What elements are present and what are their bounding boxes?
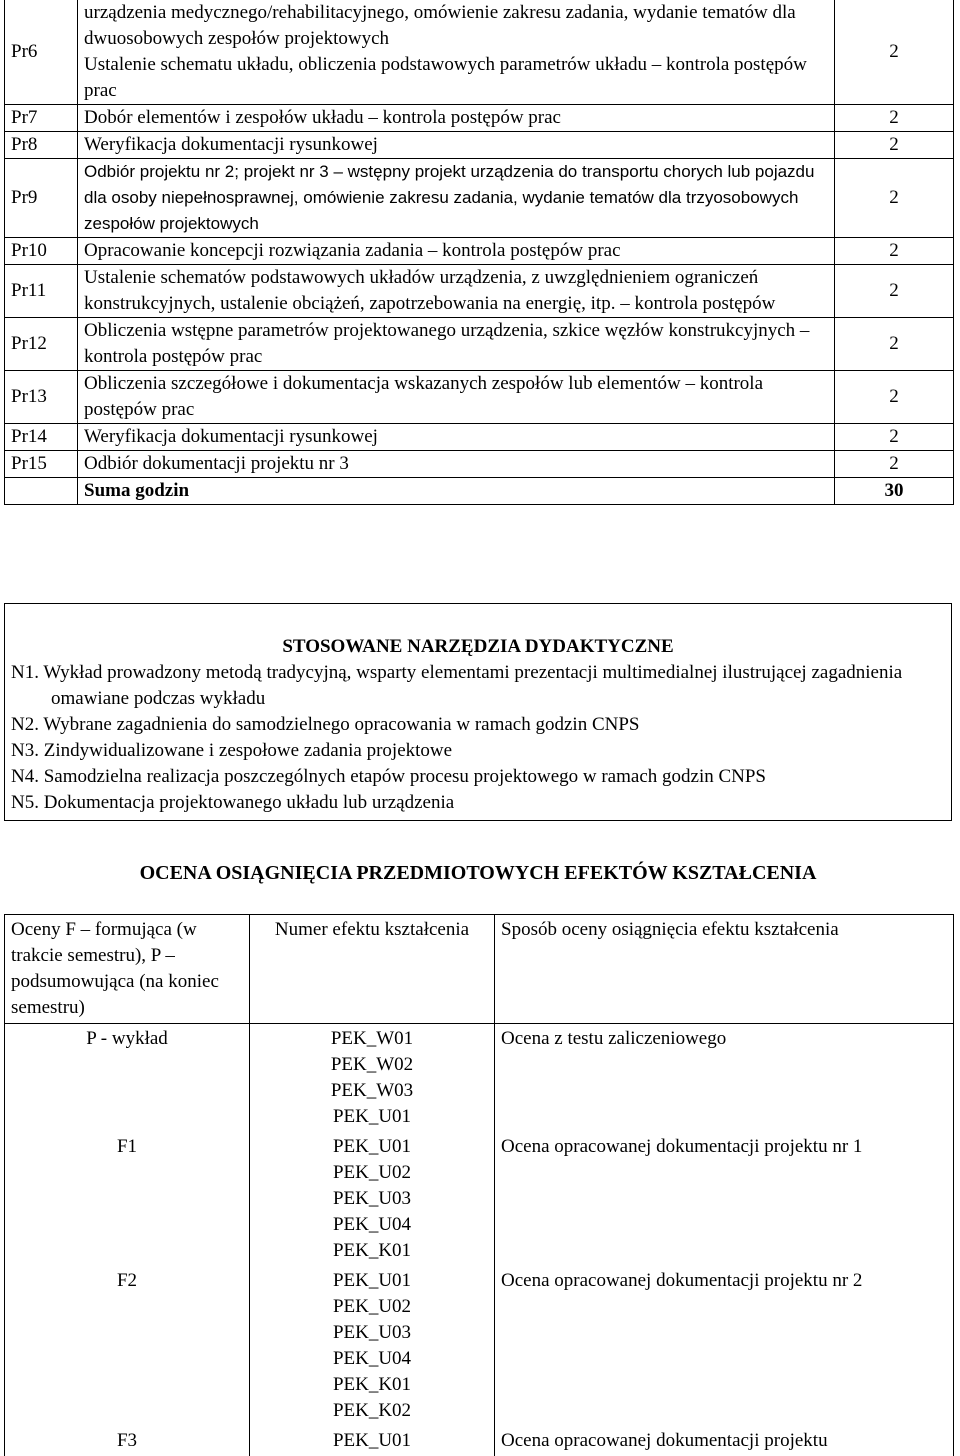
schedule-code: Pr6 — [5, 0, 78, 105]
schedule-row — [5, 451, 954, 478]
effect-code: PEK_U01 — [332, 1136, 412, 1157]
assessment-grade: F3 — [5, 1426, 250, 1456]
schedule-row — [5, 318, 954, 371]
schedule-text: Weryfikacja dokumentacji rysunkowej — [78, 424, 835, 451]
schedule-text: Weryfikacja dokumentacji rysunkowej — [78, 132, 835, 159]
assessment-grade: F1 — [5, 1132, 250, 1266]
assessment-effects — [250, 1426, 495, 1456]
schedule-hours: 2 — [835, 265, 954, 318]
schedule-code: Pr8 — [5, 132, 78, 159]
schedule-text: Dobór elementów i zespołów układu – kontrola postępów prac — [78, 105, 835, 132]
assessment-method: Ocena opracowanej dokumentacji projektu nr 2 — [495, 1266, 954, 1426]
effect-code: PEK_U01 — [332, 1430, 412, 1451]
didactic-tool-item: N5. Dokumentacja projektowanego układu lub urządzenia — [11, 792, 455, 813]
schedule-code: Pr13 — [5, 371, 78, 424]
schedule-text: Obliczenia wstępne parametrów projektowanego urządzenia, szkice węzłów konstrukcyjnych – kontrola postępów prac — [78, 318, 835, 371]
schedule-row — [5, 0, 954, 52]
didactic-tools-list — [5, 660, 951, 816]
schedule-table — [4, 0, 954, 505]
schedule-row — [5, 52, 954, 105]
assessment-row — [5, 1132, 954, 1266]
schedule-hours: 2 — [835, 0, 954, 105]
schedule-text: Obliczenia szczegółowe i dokumentacja wskazanych zespołów lub elementów – kontrola postępów prac — [78, 371, 835, 424]
assessment-effects — [250, 1132, 495, 1266]
schedule-sum-blank — [5, 478, 78, 505]
schedule-code: Pr9 — [5, 159, 78, 238]
schedule-row — [5, 159, 954, 238]
schedule-row — [5, 238, 954, 265]
schedule-row — [5, 424, 954, 451]
assessment-title: OCENA OSIĄGNIĘCIA PRZEDMIOTOWYCH EFEKTÓW KSZTAŁCENIA — [139, 862, 817, 884]
effect-code: PEK_W03 — [330, 1080, 414, 1101]
schedule-hours: 2 — [835, 132, 954, 159]
assessment-table — [4, 914, 954, 1456]
effect-code: PEK_U01 — [332, 1106, 412, 1127]
assessment-method: Ocena opracowanej dokumentacji projektu — [495, 1426, 954, 1456]
schedule-row — [5, 371, 954, 424]
effect-code: PEK_K02 — [332, 1400, 412, 1421]
schedule-text: Ustalenie schematu układu, obliczenia podstawowych parametrów układu – kontrola postępów prac — [78, 52, 835, 105]
schedule-row — [5, 132, 954, 159]
assessment-method: Ocena opracowanej dokumentacji projektu nr 1 — [495, 1132, 954, 1266]
effect-code: PEK_U01 — [332, 1270, 412, 1291]
effect-code: PEK_W01 — [330, 1028, 414, 1049]
schedule-hours: 2 — [835, 451, 954, 478]
schedule-hours: 2 — [835, 238, 954, 265]
assessment-header-row — [5, 915, 954, 1024]
effect-code: PEK_U02 — [332, 1296, 412, 1317]
schedule-row — [5, 265, 954, 318]
effect-code: PEK_W02 — [330, 1054, 414, 1075]
effect-code: PEK_U04 — [332, 1348, 412, 1369]
schedule-text: Odbiór projektu nr 2; projekt nr 3 – wstępny projekt urządzenia do transportu chorych lub pojazdu dla osoby niepełnosprawnej, omówienie zakresu zadania, wydanie tematów dla trzyosobowych zespołów projektowych — [78, 159, 835, 238]
schedule-sum-value: 30 — [835, 478, 954, 505]
schedule-sum-row — [5, 478, 954, 505]
schedule-code: Pr14 — [5, 424, 78, 451]
assessment-header-grades-text: Oceny F – formująca (w trakcie semestru), P – podsumowująca (na koniec semestru) — [11, 919, 219, 1018]
effect-code: PEK_U04 — [332, 1214, 412, 1235]
assessment-header-grades — [5, 915, 250, 1024]
assessment-row — [5, 1266, 954, 1426]
didactic-tool-item: N4. Samodzielna realizacja poszczególnych etapów procesu projektowego w ramach godzin CNPS — [11, 766, 766, 787]
schedule-code: Pr15 — [5, 451, 78, 478]
schedule-hours: 2 — [835, 424, 954, 451]
assessment-grade: F2 — [5, 1266, 250, 1426]
effect-code: PEK_U03 — [332, 1322, 412, 1343]
schedule-hours: 2 — [835, 318, 954, 371]
assessment-header-effect: Numer efektu kształcenia — [250, 915, 495, 1024]
schedule-hours: 2 — [835, 105, 954, 132]
schedule-text: Opracowanie koncepcji rozwiązania zadania – kontrola postępów prac — [78, 238, 835, 265]
assessment-row — [5, 1024, 954, 1133]
schedule-text: Ustalenie schematów podstawowych układów urządzenia, z uwzględnieniem ograniczeń konstrukcyjnych, ustalenie obciążeń, zapotrzebowania na energię, itp. – kontrola postępów — [78, 265, 835, 318]
schedule-text: urządzenia medycznego/rehabilitacyjnego, omówienie zakresu zadania, wydanie tematów dla dwuosobowych zespołów projektowych — [78, 0, 835, 52]
assessment-row — [5, 1426, 954, 1456]
didactic-tools-title: STOSOWANE NARZĘDZIA DYDAKTYCZNE — [282, 636, 674, 657]
effect-code: PEK_K01 — [332, 1240, 412, 1261]
schedule-code: Pr12 — [5, 318, 78, 371]
schedule-hours: 2 — [835, 159, 954, 238]
assessment-effects — [250, 1024, 495, 1133]
assessment-header-method: Sposób oceny osiągnięcia efektu kształcenia — [495, 915, 954, 1024]
assessment-method: Ocena z testu zaliczeniowego — [495, 1024, 954, 1133]
didactic-tools-box — [4, 603, 952, 821]
effect-code: PEK_U02 — [332, 1162, 412, 1183]
didactic-tool-item: N2. Wybrane zagadnienia do samodzielnego opracowania w ramach godzin CNPS — [11, 714, 640, 735]
didactic-tool-item: N1. Wykład prowadzony metodą tradycyjną, wsparty elementami prezentacji multimedialnej ilustrującej zagadnienia omawiane podczas wykładu — [11, 662, 903, 709]
schedule-code: Pr7 — [5, 105, 78, 132]
schedule-text: Odbiór dokumentacji projektu nr 3 — [78, 451, 835, 478]
assessment-grade: P - wykład — [5, 1024, 250, 1133]
schedule-row — [5, 105, 954, 132]
didactic-tool-item: N3. Zindywidualizowane i zespołowe zadania projektowe — [11, 740, 453, 761]
schedule-sum-label: Suma godzin — [78, 478, 835, 505]
schedule-code: Pr11 — [5, 265, 78, 318]
schedule-hours: 2 — [835, 371, 954, 424]
effect-code: PEK_U03 — [332, 1188, 412, 1209]
assessment-effects — [250, 1266, 495, 1426]
schedule-code: Pr10 — [5, 238, 78, 265]
effect-code: PEK_K01 — [332, 1374, 412, 1395]
